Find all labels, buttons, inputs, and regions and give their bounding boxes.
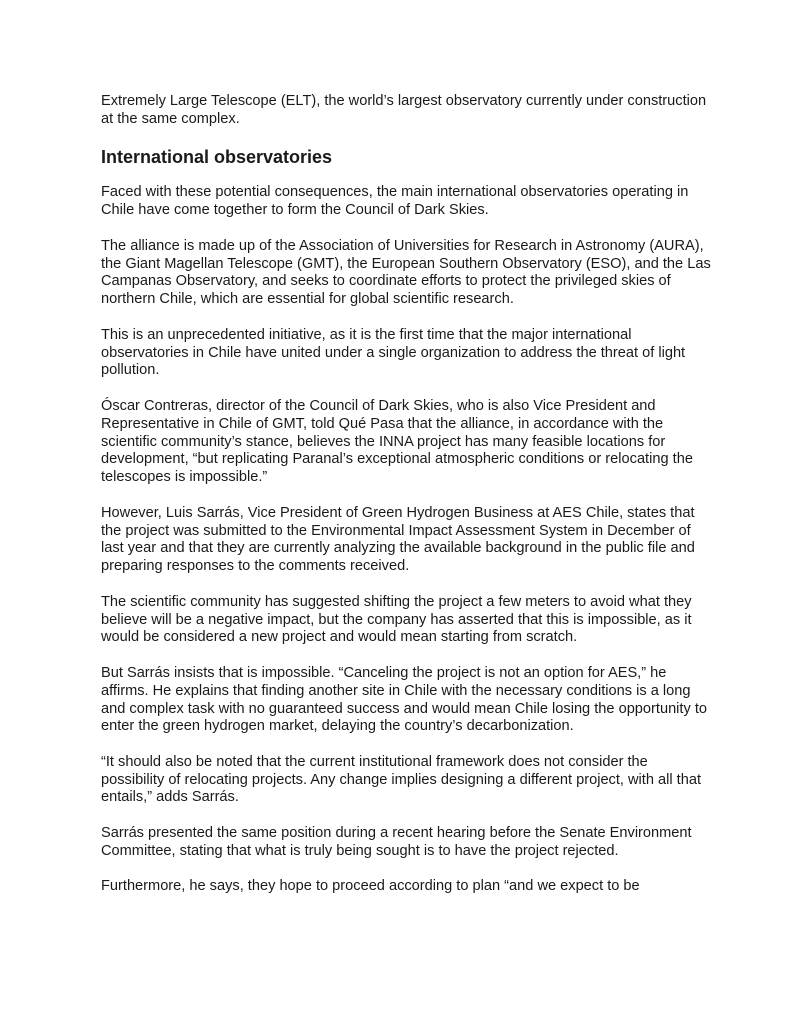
section-heading: International observatories [101, 147, 333, 168]
paragraph: The scientific community has suggested shifting the project a few meters to avoid what they believe will be a negative impact, but the company has asserted that this is impossible, as it would be considered a new project and would mean starting from scratch. [101, 593, 692, 646]
document-page [101, 93, 711, 914]
paragraph: But Sarrás insists that is impossible. “Canceling the project is not an option for AES,” he affirms. He explains that finding another site in Chile with the necessary conditions is a long and complex task with no guaranteed success and would mean Chile losing the opportunity to enter the green hydrogen market, delaying the country’s decarbonization. [101, 664, 708, 735]
lead-paragraph: Extremely Large Telescope (ELT), the world’s largest observatory currently under construction at the same complex. [101, 93, 707, 127]
paragraph: Furthermore, he says, they hope to proceed according to plan “and we expect to be [101, 878, 640, 895]
paragraph: Faced with these potential consequences, the main international observatories operating in Chile have come together to form the Council of Dark Skies. [101, 184, 689, 219]
paragraph: Sarrás presented the same position during a recent hearing before the Senate Environment Committee, stating that what is truly being sought is to have the project rejected. [101, 825, 692, 859]
paragraph: This is an unprecedented initiative, as it is the first time that the major international observatories in Chile have united under a single organization to address the threat of light pollution. [101, 326, 686, 379]
paragraph: However, Luis Sarrás, Vice President of Green Hydrogen Business at AES Chile, states that the project was submitted to the Environmental Impact Assessment System in December of last year and that they are currently analyzing the available background in the public file and preparing responses to the comments received. [101, 504, 695, 575]
paragraph: Óscar Contreras, director of the Council of Dark Skies, who is also Vice President and Representative in Chile of GMT, told Qué Pasa that the alliance, in accordance with the scientific community’s stance, believes the INNA project has many feasible locations for development, “but replicating Paranal’s exceptional atmospheric conditions or relocating the telescopes is impossible.” [101, 397, 693, 486]
paragraph: The alliance is made up of the Association of Universities for Research in Astronomy (AURA), the Giant Magellan Telescope (GMT), the European Southern Observatory (ESO), and the Las Campanas Observatory, and seeks to coordinate efforts to protect the privileged skies of northern Chile, which are essential for global scientific research. [101, 237, 711, 308]
paragraph: “It should also be noted that the current institutional framework does not consider the possibility of relocating projects. Any change implies designing a different project, with all that entails,” adds Sarrás. [101, 753, 702, 806]
